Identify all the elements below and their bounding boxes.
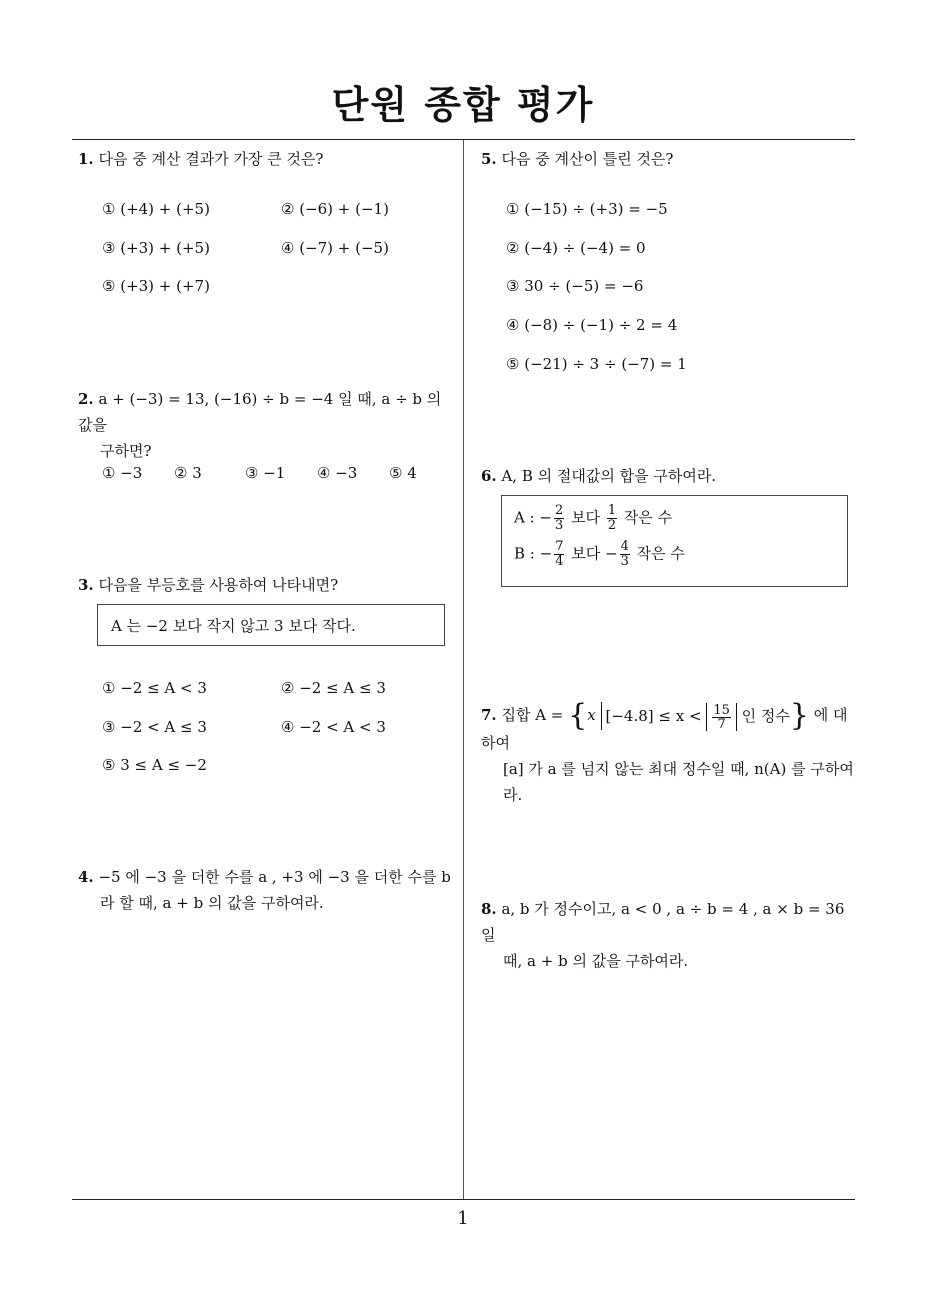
question-2 xyxy=(78,386,460,464)
option-3[interactable]: ③ 30 ÷ (−5) = −6 xyxy=(506,277,644,295)
floor-bracket: $\frac{15}{7}$ xyxy=(706,703,737,732)
line-b xyxy=(514,540,685,569)
brace-right: } xyxy=(789,698,809,733)
question-4 xyxy=(78,864,460,916)
fraction: $\frac{7}{4}$ xyxy=(555,539,564,569)
line-b-tail: 작은 수 xyxy=(636,544,685,563)
option-3[interactable]: ③ −1 xyxy=(245,464,286,482)
question-text-cont: 라 할 때, a + b 의 값을 구하여라. xyxy=(100,894,324,912)
condition-box xyxy=(97,604,445,646)
option-4[interactable]: ④ −2 < A < 3 xyxy=(281,718,386,736)
option-3[interactable]: ③ (+3) + (+5) xyxy=(102,239,210,257)
question-number: 1. xyxy=(78,150,94,168)
option-5[interactable]: ⑤ 3 ≤ A ≤ −2 xyxy=(102,756,207,774)
question-text: −5 에 −3 을 더한 수를 a , +3 에 −3 을 더한 수를 b xyxy=(98,868,451,886)
question-8 xyxy=(481,896,859,974)
question-text: a, b 가 정수이고, a < 0 , a ÷ b = 4 , a × b = 36 일 xyxy=(481,900,845,944)
option-1[interactable]: ① −2 ≤ A < 3 xyxy=(102,679,207,697)
question-number: 8. xyxy=(481,900,497,918)
line-a xyxy=(514,504,672,533)
option-4[interactable]: ④ −3 xyxy=(317,464,358,482)
question-text-cont-2: 라. xyxy=(503,786,523,804)
question-7 xyxy=(481,698,859,808)
question-1 xyxy=(78,146,323,172)
question-number: 4. xyxy=(78,868,94,886)
question-text: 다음 중 계산 결과가 가장 큰 것은? xyxy=(98,150,324,168)
line-a-mid: 보다 xyxy=(571,508,601,527)
line-b-mid: 보다 − xyxy=(571,544,618,563)
question-text-cont: 구하면? xyxy=(100,442,152,460)
definition-box xyxy=(501,495,848,587)
fraction: $\frac{4}{3}$ xyxy=(620,539,629,569)
set-var: x xyxy=(587,706,596,724)
brace-left: { xyxy=(568,698,588,733)
page-title: 단원 종합 평가 xyxy=(331,83,595,127)
condition-text: A 는 −2 보다 작지 않고 3 보다 작다. xyxy=(111,617,356,635)
option-3[interactable]: ③ −2 < A ≤ 3 xyxy=(102,718,207,736)
option-1[interactable]: ① (+4) + (+5) xyxy=(102,200,210,218)
fraction: $\frac{1}{2}$ xyxy=(607,503,617,533)
question-number: 6. xyxy=(481,467,497,485)
option-4[interactable]: ④ (−8) ÷ (−1) ÷ 2 = 4 xyxy=(506,316,678,334)
question-5 xyxy=(481,146,673,172)
question-text-cont: 때, a + b 의 값을 구하여라. xyxy=(503,952,689,970)
option-5[interactable]: ⑤ 4 xyxy=(389,464,417,482)
option-2[interactable]: ② 3 xyxy=(174,464,202,482)
set-prefix: 집합 A = xyxy=(501,706,564,724)
question-number: 2. xyxy=(78,390,94,408)
set-condition: [−4.8] ≤ x < $\frac{15}{7}$ 인 정수 xyxy=(601,702,790,730)
question-text: a + (−3) = 13, (−16) ÷ b = −4 일 때, a ÷ b 의 값을 xyxy=(78,390,442,434)
column-divider xyxy=(463,140,464,1200)
question-number: 7. xyxy=(481,706,497,724)
page-number: 1 xyxy=(457,1208,469,1229)
option-4[interactable]: ④ (−7) + (−5) xyxy=(281,239,389,257)
line-b-label: B : − xyxy=(514,544,553,563)
question-3 xyxy=(78,572,338,598)
option-1[interactable]: ① −3 xyxy=(102,464,143,482)
question-text: A, B 의 절대값의 합을 구하여라. xyxy=(501,467,717,485)
question-number: 3. xyxy=(78,576,94,594)
option-2[interactable]: ② −2 ≤ A ≤ 3 xyxy=(281,679,386,697)
line-a-label: A : − xyxy=(514,508,552,527)
fraction: $\frac{2}{3}$ xyxy=(555,503,564,533)
set-suffix: 에 대하여 xyxy=(481,706,848,752)
question-number: 5. xyxy=(481,150,497,168)
option-5[interactable]: ⑤ (−21) ÷ 3 ÷ (−7) = 1 xyxy=(506,355,687,373)
question-text: 다음을 부등호를 사용하여 나타내면? xyxy=(98,576,339,594)
option-5[interactable]: ⑤ (+3) + (+7) xyxy=(102,277,210,295)
option-2[interactable]: ② (−4) ÷ (−4) = 0 xyxy=(506,239,646,257)
line-a-tail: 작은 수 xyxy=(623,508,673,527)
question-6 xyxy=(481,463,716,489)
footer-rule xyxy=(72,1199,855,1200)
option-2[interactable]: ② (−6) + (−1) xyxy=(281,200,389,218)
question-text-cont: [a] 가 a 를 넘지 않는 최대 정수일 때, n(A) 를 구하여 xyxy=(503,760,854,778)
option-1[interactable]: ① (−15) ÷ (+3) = −5 xyxy=(506,200,668,218)
question-text: 다음 중 계산이 틀린 것은? xyxy=(501,150,674,168)
